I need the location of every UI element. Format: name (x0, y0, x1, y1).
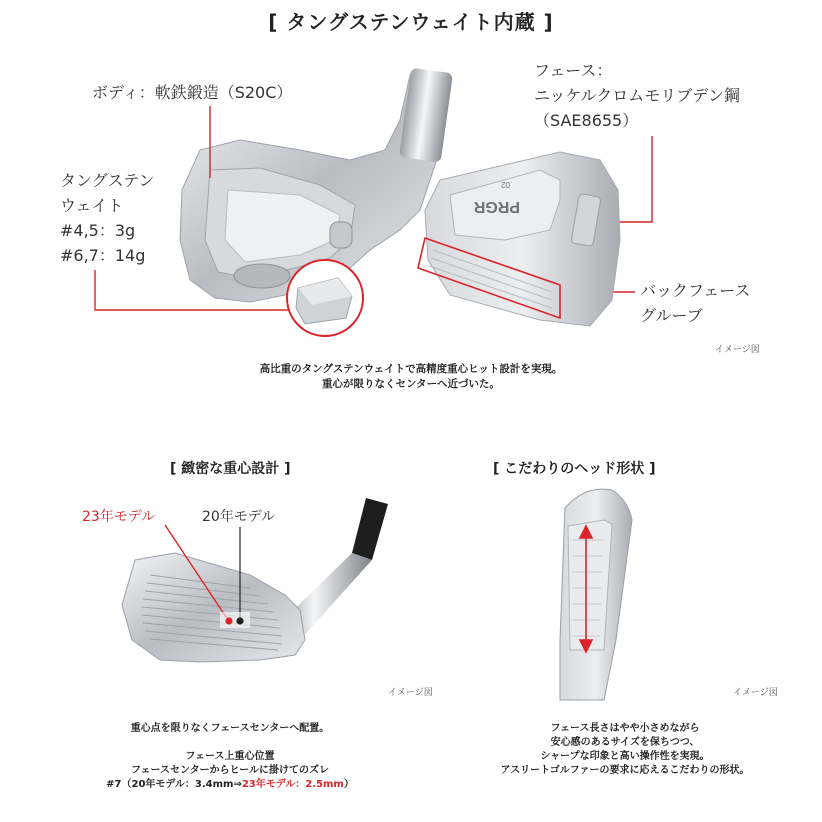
weight-label-1: タングステン (60, 171, 155, 190)
model-number: 02 (501, 180, 510, 189)
groove-label-2: グルーブ (640, 306, 703, 325)
left-caption-4-suffix: ） (343, 779, 354, 790)
weight-label-3: #4,5：3g (60, 221, 136, 240)
left-caption-4-red: 23年モデル：2.5mm (241, 779, 344, 790)
face-material-label-1: フェース： (534, 61, 613, 80)
image-note-right: イメージ図 (733, 688, 778, 698)
top-caption-line-1: 高比重のタングステンウェイトで高精度重心ヒット設計を実現。 (259, 363, 563, 375)
left-caption-1: 重心点を限りなくフェースセンターへ配置。 (130, 723, 330, 734)
groove-label-1: バックフェース (640, 281, 751, 300)
image-note-top: イメージ図 (715, 345, 760, 355)
cg-design-heading: [ 緻密な重心設計 ] (170, 461, 291, 477)
weight-label-4: #6,7：14g (60, 246, 146, 265)
left-caption-3: フェースセンターからヒールに掛けてのズレ (131, 765, 329, 776)
top-caption-line-2: 重心が限りなくセンターへ近づいた。 (321, 378, 501, 390)
face-material-label-2: ニッケルクロムモリブデン鋼 (534, 86, 740, 105)
right-caption-line-3: シャープな印象と高い操作性を実現。 (540, 751, 710, 762)
left-caption-2: フェース上重心位置 (185, 751, 275, 762)
image-note-left: イメージ図 (388, 688, 433, 698)
label-20-model: 20年モデル (202, 509, 276, 525)
right-caption-line-4: アスリートゴルファーの要求に応えるこだわりの形状。 (500, 765, 750, 776)
page-title: [ タングステンウェイト内蔵 ] (268, 10, 554, 34)
head-shape-heading: [ こだわりのヘッド形状 ] (493, 461, 656, 477)
right-caption-line-2: 安心感のあるサイズを保ちつつ、 (550, 737, 700, 748)
body-material-label: ボディ：軟鉄鍛造（S20C） (92, 83, 293, 102)
right-caption (430, 722, 820, 778)
right-caption-line-1: フェース長さはやや小さめながら (550, 723, 700, 734)
weight-label-2: ウェイト (60, 196, 124, 215)
brand-logo: PRGR (473, 198, 520, 215)
face-material-label-3: （SAE8655） (534, 111, 639, 130)
label-23-model: 23年モデル (82, 509, 156, 525)
left-caption-4-prefix: #7（20年モデル：3.4mm⇒ (106, 779, 242, 790)
